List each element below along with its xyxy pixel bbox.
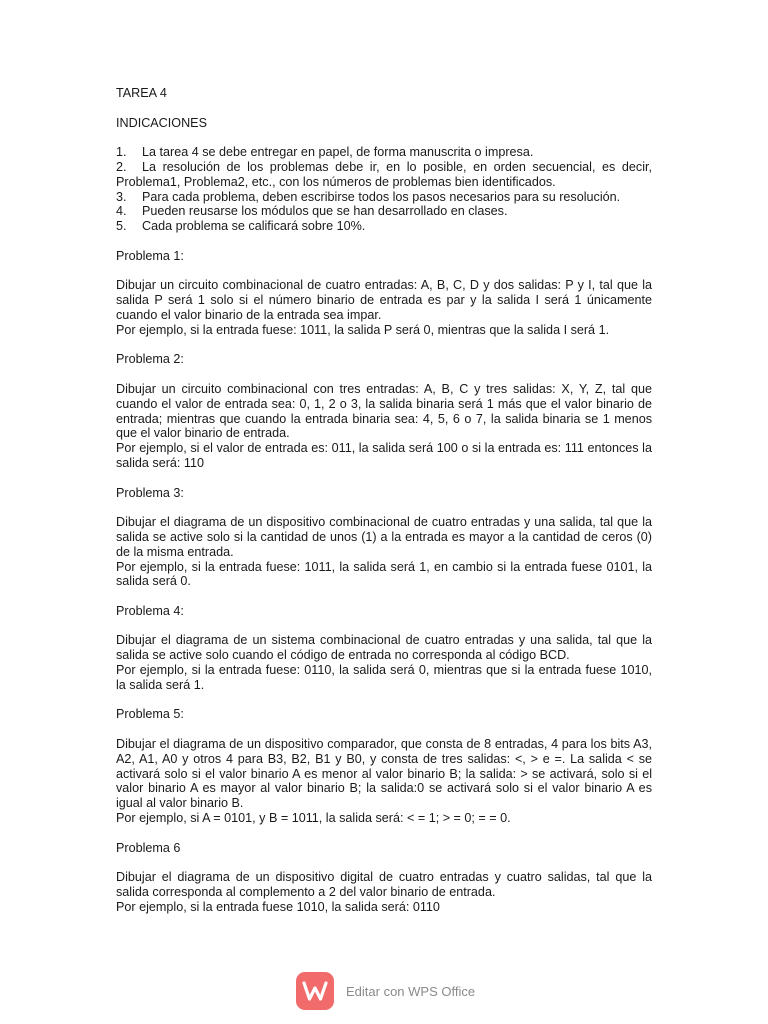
problem-heading: Problema 6: [116, 840, 181, 855]
problem-description: Dibujar un circuito combinacional de cuatro entradas: A, B, C, D y dos salidas: P y I, tal que la salida P será 1 solo si el número binario de entrada es par y la salida I será 1 únicamente cuando el valor binario de la entrada sea impar.: [116, 278, 652, 322]
problem-description: Dibujar el diagrama de un dispositivo digital de cuatro entradas y cuatro salidas, tal que la salida corresponda al complemento a 2 del valor binario de entrada.: [116, 870, 652, 900]
problem-description: Dibujar un circuito combinacional con tres entradas: A, B, C y tres salidas: X, Y, Z, tal que cuando el valor de entrada sea: 0, 1, 2 o 3, la salida binaria será 1 más que el valor binario de entrada; mientras que cuando la entrada binaria sea: 4, 5, 6 o 7, la salida binaria se 1 menos que el valor binario de entrada.: [116, 381, 652, 441]
problem-description: Dibujar el diagrama de un dispositivo comparador, que consta de 8 entradas, 4 para los bits A3, A2, A1, A0 y otros 4 para B3, B2, B1 y B0, y consta de tres salidas: <, > e =. La salida < se activará solo si el valor binario A es menor al valor binario B; la salida: > se activará, solo si el valor binario A es mayor al valor binario B; la salida:0 se activará solo si el valor binario A es igual al valor binario B.: [116, 737, 652, 811]
instruction-text: La tarea 4 se debe entregar en papel, de forma manuscrita o impresa.: [142, 145, 534, 160]
problem-example: Por ejemplo, si la entrada fuese: 0110, la salida será 0, mientras que si la entrada fuese 1010, la salida será 1.: [116, 663, 652, 692]
document-title: TAREA 4: [116, 86, 167, 100]
instructions-heading: INDICACIONES: [116, 115, 207, 130]
instruction-text: Para cada problema, deben escribirse todos los pasos necesarios para su resolución.: [142, 189, 621, 204]
problem-example: Por ejemplo, si el valor de entrada es: 011, la salida será 100 o si la entrada es: 111 entonces la salida será: 110: [116, 441, 652, 470]
instruction-text: Cada problema se calificará sobre 10%.: [142, 219, 366, 234]
problem-description: Dibujar el diagrama de un dispositivo combinacional de cuatro entradas y una salida, tal que la salida se active solo si la cantidad de unos (1) a la entrada es mayor a la cantidad de ceros (0) de la misma entrada.: [116, 515, 652, 559]
instructions-list: [116, 145, 652, 234]
wps-office-logo-icon[interactable]: [296, 972, 334, 1010]
instruction-item: [116, 145, 652, 160]
instruction-number: 2.: [116, 159, 127, 174]
wps-edit-banner[interactable]: [296, 972, 475, 1010]
problem-description: Dibujar el diagrama de un sistema combinacional de cuatro entradas y una salida, tal que la salida se active solo cuando el código de entrada no corresponda al código BCD.: [116, 633, 652, 663]
instruction-item: [116, 190, 652, 205]
instruction-item: [116, 160, 652, 190]
instruction-number: 1.: [116, 145, 127, 160]
problem-heading: Problema 1:: [116, 248, 184, 263]
problem-heading: Problema 4:: [116, 603, 184, 618]
instruction-item: [116, 219, 652, 234]
instruction-number: 4.: [116, 204, 127, 219]
instruction-item: [116, 204, 652, 219]
document-page: [116, 86, 652, 915]
problem-example: Por ejemplo, si la entrada fuese 1010, la salida será: 0110: [116, 899, 440, 914]
problem-example: Por ejemplo, si la entrada fuese: 1011, la salida será 1, en cambio si la entrada fuese 0101, la salida será 0.: [116, 559, 652, 589]
problem-heading: Problema 5:: [116, 707, 184, 722]
instruction-text: Pueden reusarse los módulos que se han desarrollado en clases.: [142, 204, 508, 219]
problem-example: Por ejemplo, si A = 0101, y B = 1011, la salida será: < = 1; > = 0; = = 0.: [116, 811, 511, 826]
problem-heading: Problema 2:: [116, 352, 184, 367]
wps-edit-label[interactable]: Editar con WPS Office: [346, 983, 476, 999]
problem-heading: Problema 3:: [116, 485, 184, 500]
instruction-text: La resolución de los problemas debe ir, en lo posible, en orden secuencial, es decir, Problema1, Problema2, etc., con los números de problemas bien identificados.: [116, 159, 652, 189]
instruction-number: 5.: [116, 219, 127, 234]
problem-example: Por ejemplo, si la entrada fuese: 1011, la salida P será 0, mientras que la salida I será 1.: [116, 322, 610, 337]
instruction-number: 3.: [116, 189, 127, 204]
